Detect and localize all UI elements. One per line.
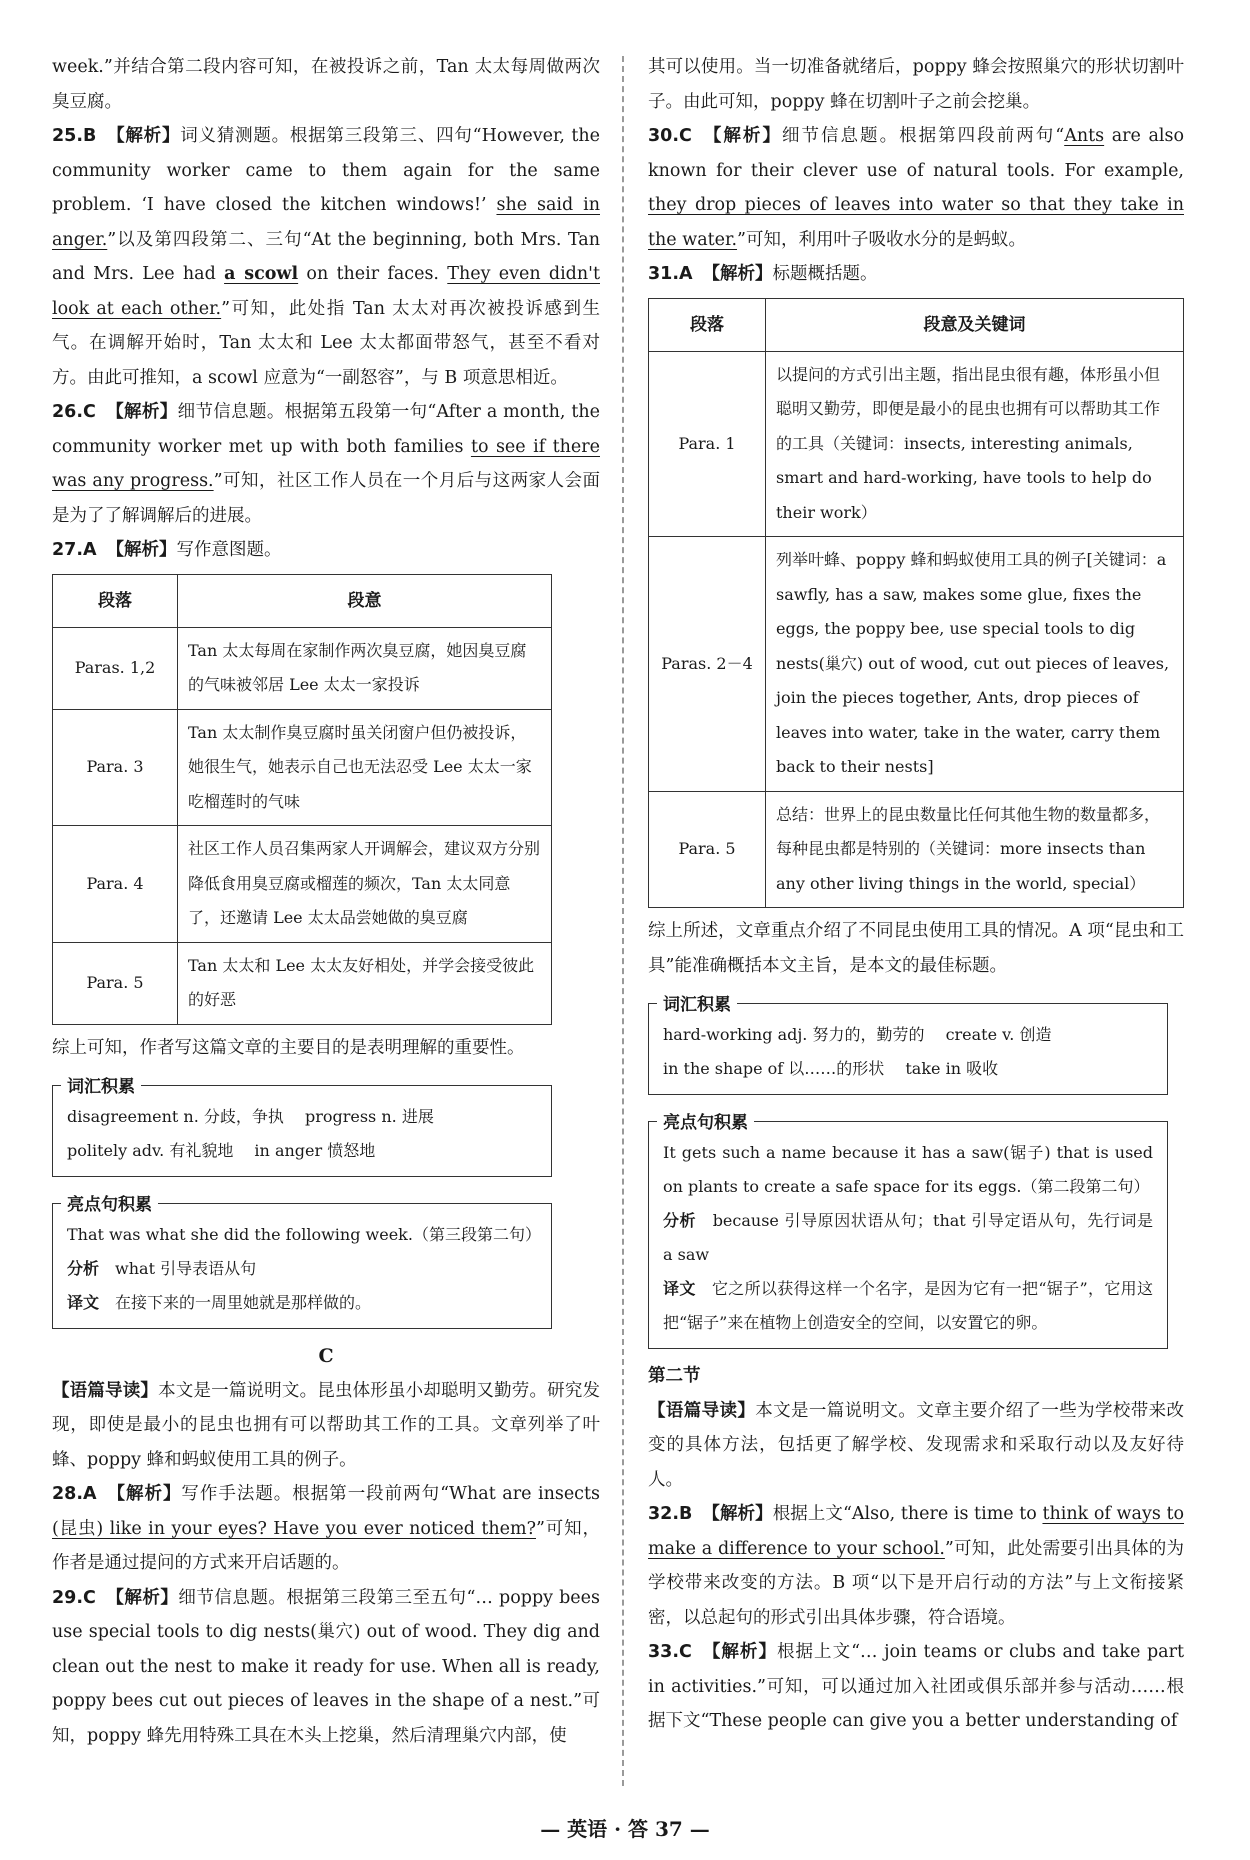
q26 — [52, 395, 600, 533]
vocab-label: 词汇积累 — [657, 990, 737, 1015]
sentence-label: 亮点句积累 — [61, 1190, 158, 1215]
table-cell-para: Para. 5 — [53, 942, 178, 1024]
q29-text-1: 细节信息题。根据第三段第三至五句“… poppy bees use special tools to dig nests(巢穴) out of wood. They dig and clean out the nest to make it ready for use. When all is ready, poppy bees cut out pieces of leaves in the shape of a nest.”可知，poppy 蜂先用特殊工具在木头上挖巢，然后清理巢穴内部，使 — [52, 1587, 600, 1746]
sentence-box-left — [52, 1195, 552, 1329]
q30-number: 30.C — [648, 126, 692, 146]
q26-text-2: ”可知，社区工作人员在一个月后与这两家人会面是为了了解调解后的进展。 — [52, 471, 600, 526]
q27-tag: 【解析】 — [106, 540, 177, 560]
vocab-box-left — [52, 1077, 552, 1177]
q32-text-1: 根据上文“Also, there is time to — [772, 1504, 1037, 1524]
analysis-label: 分析 — [67, 1259, 100, 1278]
q31-table-header — [649, 298, 1184, 351]
q27-text-1: 写作意图题。 — [176, 540, 282, 560]
q25-text-3: on their faces. — [306, 264, 439, 284]
vocab-line: politely adv. 有礼貌地 in anger 愤怒地 — [67, 1141, 376, 1160]
sentence-text: That was what she did the following week.（第三段第二句） — [67, 1225, 541, 1244]
table-cell-text: Tan 太太和 Lee 太太友好相处，并学会接受彼此的好恶 — [178, 942, 552, 1024]
q31-header-para: 段落 — [649, 298, 766, 351]
q27 — [52, 533, 600, 568]
q31-header-meaning: 段意及关键词 — [766, 298, 1184, 351]
column-divider — [622, 56, 624, 1786]
continued-text: 其可以使用。当一切准备就绪后，poppy 蜂会按照巢穴的形状切割叶子。由此可知，poppy 蜂在切割叶子之前会挖巢。 — [648, 57, 1184, 112]
table-cell-para: Para. 5 — [649, 791, 766, 908]
left-column — [52, 50, 600, 1753]
q32-tag: 【解析】 — [702, 1504, 773, 1524]
q32-underline-1: think of ways to make a difference to your school. — [648, 1504, 1185, 1559]
table-cell-para: Para. 3 — [53, 709, 178, 826]
q31-number: 31.A — [648, 264, 693, 284]
table-row — [649, 791, 1184, 908]
sentence-analysis — [67, 1252, 537, 1286]
q25-underline-1: she said in anger. — [52, 195, 600, 250]
translation-label: 译文 — [663, 1279, 696, 1298]
q26-tag: 【解析】 — [105, 402, 178, 422]
q33-tag: 【解析】 — [701, 1642, 777, 1662]
q25-tag: 【解析】 — [106, 126, 181, 146]
q31-text-1: 标题概括题。 — [772, 264, 878, 284]
q28-number: 28.A — [52, 1484, 97, 1504]
guide-left — [52, 1374, 600, 1478]
sentence-box-right — [648, 1113, 1168, 1349]
vocab-box-right — [648, 995, 1168, 1095]
section-c-heading: C — [318, 1345, 334, 1367]
table-cell-para: Paras. 1,2 — [53, 627, 178, 709]
vocab-line: disagreement n. 分歧，争执 progress n. 进展 — [67, 1107, 434, 1126]
intro-text: week.”并结合第二段内容可知，在被投诉之前，Tan 太太每周做两次臭豆腐。 — [52, 57, 600, 112]
q26-underline-1: to see if there was any progress. — [52, 436, 600, 491]
q25-text-1: 词义猜测题。根据第三段第三、四句“However, the community worker came to them again for the same problem. ‘I have closed the kitchen windows!’ — [52, 126, 600, 215]
q30-text-1: 细节信息题。根据第四段前两句“ — [781, 126, 1065, 146]
q27-header-meaning: 段意 — [178, 574, 552, 627]
q31-conclusion: 综上所述，文章重点介绍了不同昆虫使用工具的情况。A 项“昆虫和工具”能准确概括本文主旨，是本文的最佳标题。 — [648, 921, 1184, 976]
page-footer: — 英语 · 答 37 — — [540, 1817, 710, 1841]
translation-text: 它之所以获得这样一个名字，是因为它有一把“锯子”，它用这把“锯子”来在植物上创造安全的空间，以安置它的卵。 — [663, 1279, 1153, 1332]
q26-text-1: 细节信息题。根据第五段第一句“After a month, the community worker met up with both families — [52, 402, 601, 457]
analysis-text: what 引导表语从句 — [115, 1259, 257, 1278]
q27-number: 27.A — [52, 540, 97, 560]
guide-tag: 【语篇导读】 — [648, 1400, 756, 1421]
q25 — [52, 119, 600, 395]
q27-conclusion: 综上可知，作者写这篇文章的主要目的是表明理解的重要性。 — [52, 1037, 525, 1058]
vocab-line: hard-working adj. 努力的，勤劳的 create v. 创造 — [663, 1025, 1052, 1044]
q25-text-2: ”以及第四段第二、三句“At the beginning, both Mrs. Tan and Mrs. Lee had — [52, 229, 600, 284]
guide-right — [648, 1394, 1184, 1498]
table-cell-para: Paras. 2－4 — [649, 537, 766, 792]
table-row — [53, 826, 552, 943]
table-row — [53, 627, 552, 709]
table-cell-text: Tan 太太制作臭豆腐时虽关闭窗户但仍被投诉，她很生气，她表示自己也无法忍受 Lee 太太一家吃榴莲时的气味 — [178, 709, 552, 826]
q25-bold-term: a scowl — [224, 264, 299, 284]
sentence-analysis — [663, 1204, 1153, 1272]
guide-text: 本文是一篇说明文。昆虫体形虽小却聪明又勤劳。研究发现，即使是最小的昆虫也拥有可以帮助其工作的工具。文章列举了叶蜂、poppy 蜂和蚂蚁使用工具的例子。 — [52, 1380, 601, 1470]
table-cell-text: 以提问的方式引出主题，指出昆虫很有趣，体形虽小但聪明又勤劳，即便是最小的昆虫也拥有可以帮助其工作的工具（关键词：insects, interesting animals, smart and hard-working, have tools to help do their work） — [766, 351, 1184, 537]
translation-text: 在接下来的一周里她就是那样做的。 — [115, 1293, 372, 1312]
table-cell-para: Para. 4 — [53, 826, 178, 943]
q33-number: 33.C — [648, 1642, 692, 1662]
table-cell-text: 社区工作人员召集两家人开调解会，建议双方分别降低食用臭豆腐或榴莲的频次，Tan 太太同意了，还邀请 Lee 太太品尝她做的臭豆腐 — [178, 826, 552, 943]
q31 — [648, 257, 1184, 292]
translation-label: 译文 — [67, 1293, 100, 1312]
q28-underline-1: (昆虫) like in your eyes? Have you ever noticed them? — [52, 1518, 536, 1539]
q32 — [648, 1497, 1184, 1635]
guide-text: 本文是一篇说明文。文章主要介绍了一些为学校带来改变的具体方法，包括更了解学校、发现需求和采取行动以及友好待人。 — [648, 1400, 1185, 1490]
q30 — [648, 119, 1184, 257]
q29-tag: 【解析】 — [105, 1587, 179, 1608]
q28 — [52, 1477, 600, 1581]
vocab-label: 词汇积累 — [61, 1072, 141, 1097]
q27-header-para: 段落 — [53, 574, 178, 627]
q30-text-2: are also known for their clever use of natural tools. For example, — [648, 126, 1185, 181]
q27-table — [52, 574, 552, 1025]
q32-number: 32.B — [648, 1504, 693, 1524]
sentence-translation — [663, 1272, 1153, 1340]
q31-table — [648, 298, 1184, 909]
table-row — [649, 351, 1184, 537]
table-row — [649, 537, 1184, 792]
table-cell-text: Tan 太太每周在家制作两次臭豆腐，她因臭豆腐的气味被邻居 Lee 太太一家投诉 — [178, 627, 552, 709]
q30-text-3: ”可知，利用叶子吸收水分的是蚂蚁。 — [737, 229, 1026, 250]
q29-number: 29.C — [52, 1587, 96, 1608]
guide-tag: 【语篇导读】 — [52, 1380, 159, 1401]
table-cell-text: 总结：世界上的昆虫数量比任何其他生物的数量都多，每种昆虫都是特别的（关键词：more insects than any other living things in the world, special） — [766, 791, 1184, 908]
q32-text-2: ”可知，此处需要引出具体的为学校带来改变的方法。B 项“以下是开启行动的方法”与上文衔接紧密，以总起句的形式引出具体步骤，符合语境。 — [648, 1538, 1184, 1628]
sentence-translation — [67, 1286, 537, 1320]
q25-text-4: ”可知，此处指 Tan 太太对再次被投诉感到生气。在调解开始时，Tan 太太和 Lee 太太都面带怒气，甚至不看对方。由此可推知，a scowl 应意为“一副怒容”，与 B 项意思相近。 — [52, 298, 600, 388]
q26-number: 26.C — [52, 402, 96, 422]
q33 — [648, 1635, 1184, 1739]
analysis-label: 分析 — [663, 1211, 697, 1230]
table-cell-para: Para. 1 — [649, 351, 766, 537]
sentence-label: 亮点句积累 — [657, 1108, 754, 1133]
q28-text-2: ”可知，作者是通过提问的方式来开启话题的。 — [52, 1518, 600, 1573]
analysis-text: because 引导原因状语从句；that 引导定语从句，先行词是 a saw — [663, 1211, 1153, 1264]
q30-underline-2: they drop pieces of leaves into water so that they take in the water. — [648, 195, 1184, 250]
right-column — [648, 50, 1184, 1739]
q25-number: 25.B — [52, 126, 97, 146]
table-row — [53, 709, 552, 826]
sentence-text: It gets such a name because it has a saw(锯子) that is used on plants to create a safe space for its eggs.（第二段第二句） — [663, 1143, 1153, 1196]
table-row — [53, 942, 552, 1024]
q33-text-1: 根据上文“… join teams or clubs and take part in activities.”可知，可以通过加入社团或俱乐部并参与活动……根据下文“These people can give you a better understanding of — [648, 1642, 1185, 1731]
q30-underline-1: Ants — [1064, 126, 1105, 146]
q27-table-header — [53, 574, 552, 627]
q29 — [52, 1581, 600, 1754]
q28-tag: 【解析】 — [106, 1484, 182, 1504]
table-cell-text: 列举叶蜂、poppy 蜂和蚂蚁使用工具的例子[关键词：a sawfly, has a saw, makes some glue, fixes the eggs, the poppy bee, use special tools to dig nests(巢穴) out of wood, cut out pieces of leaves, join the pieces together, Ants, drop pieces of leaves into water, take in the water, carry them back to their nests] — [766, 537, 1184, 792]
q31-tag: 【解析】 — [702, 264, 773, 284]
q25-underline-2: They even didn't look at each other. — [52, 264, 600, 319]
section2-heading: 第二节 — [648, 1366, 701, 1386]
vocab-line: in the shape of 以……的形状 take in 吸收 — [663, 1059, 999, 1078]
q30-tag: 【解析】 — [701, 126, 782, 146]
q28-text-1: 写作手法题。根据第一段前两句“What are insects — [181, 1484, 600, 1504]
